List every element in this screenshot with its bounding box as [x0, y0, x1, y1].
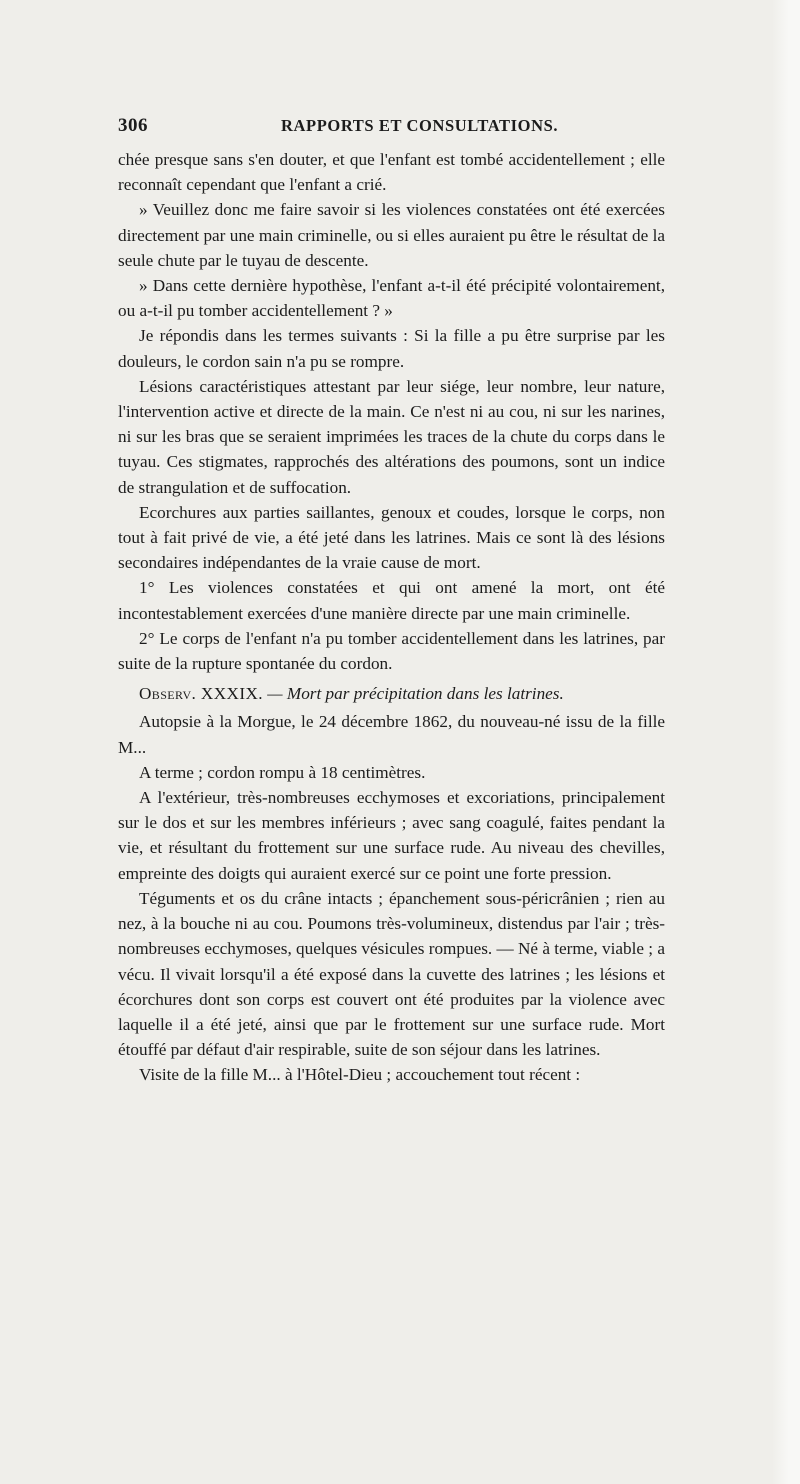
page-header: [118, 115, 678, 139]
paragraph: Je répondis dans les termes suivants : Si la fille a pu être surprise par les douleurs, le cordon sain n'a pu se rompre.: [118, 326, 665, 371]
body-text: [118, 147, 665, 1088]
paragraph: A l'extérieur, très-nombreuses ecchymoses et excoriations, principalement sur le dos et sur les membres inférieurs ; avec sang coagulé, faites pendant la vie, et résultant du frottement sur une surface rude. Au niveau des chevilles, empreinte des doigts qui auraient exercé sur ce point une forte pression.: [118, 788, 665, 883]
paragraph: » Dans cette dernière hypothèse, l'enfant a-t-il été précipité volontairement, ou a-t-il pu tomber accidentellement ? »: [118, 276, 665, 321]
paragraph: Téguments et os du crâne intacts ; épanchement sous-péricrânien ; rien au nez, à la bouche ni au cou. Poumons très-volumineux, distendus par l'air ; très-nombreuses ecchymoses, quelques vésicules rompues. — Né à terme, viable ; a vécu. Il vivait lorsqu'il a été exposé dans la cuvette des latrines ; les lésions et écorchures dont son corps est couvert ont été produites par la violence avec laquelle il a été jeté, ainsi que par le frottement sur une surface rude. Mort étouffé par défaut d'air respirable, suite de son séjour dans les latrines.: [118, 888, 665, 1060]
paragraph: Autopsie à la Morgue, le 24 décembre 1862, du nouveau-né issu de la fille M...: [118, 712, 665, 757]
observation-title: — Mort par précipitation dans les latrines.: [267, 684, 564, 704]
paragraph: 2° Le corps de l'enfant n'a pu tomber accidentellement dans les latrines, par suite de la rupture spontanée du cordon.: [118, 628, 665, 674]
paragraph: Visite de la fille M... à l'Hôtel-Dieu ; accouchement tout récent :: [139, 1065, 581, 1085]
page-edge: [772, 0, 800, 1484]
observation-heading: [118, 681, 665, 706]
running-head: RAPPORTS ET CONSULTATIONS.: [281, 116, 559, 135]
paragraph: 1° Les violences constatées et qui ont amené la mort, ont été incontestablement exercées d'une manière directe par une main criminelle.: [118, 578, 665, 623]
paragraph: Ecorchures aux parties saillantes, genoux et coudes, lorsque le corps, non tout à fait privé de vie, a été jeté dans les latrines. Mais ce sont là des lésions secondaires indépendantes de la vraie cause de mort.: [118, 502, 665, 573]
observation-label: Observ. XXXIX.: [139, 684, 263, 704]
page-number: 306: [118, 115, 148, 136]
paragraph: Lésions caractéristiques attestant par leur siége, leur nombre, leur nature, l'intervention active et directe de la main. Ce n'est ni au cou, ni sur les narines, ni sur les bras que se seraient imprimées les traces de la chute du corps dans le tuyau. Ces stigmates, rapprochés des altérations des poumons, sont un indice de strangulation et de suffocation.: [118, 376, 665, 497]
paragraph: chée presque sans s'en douter, et que l'enfant est tombé accidentellement ; elle reconnaît cependant que l'enfant a crié.: [118, 150, 665, 195]
paragraph: A terme ; cordon rompu à 18 centimètres.: [139, 762, 426, 782]
paragraph: » Veuillez donc me faire savoir si les violences constatées ont été exercées directement par une main criminelle, ou si elles auraient pu être le résultat de la seule chute par le tuyau de descente.: [118, 200, 665, 270]
